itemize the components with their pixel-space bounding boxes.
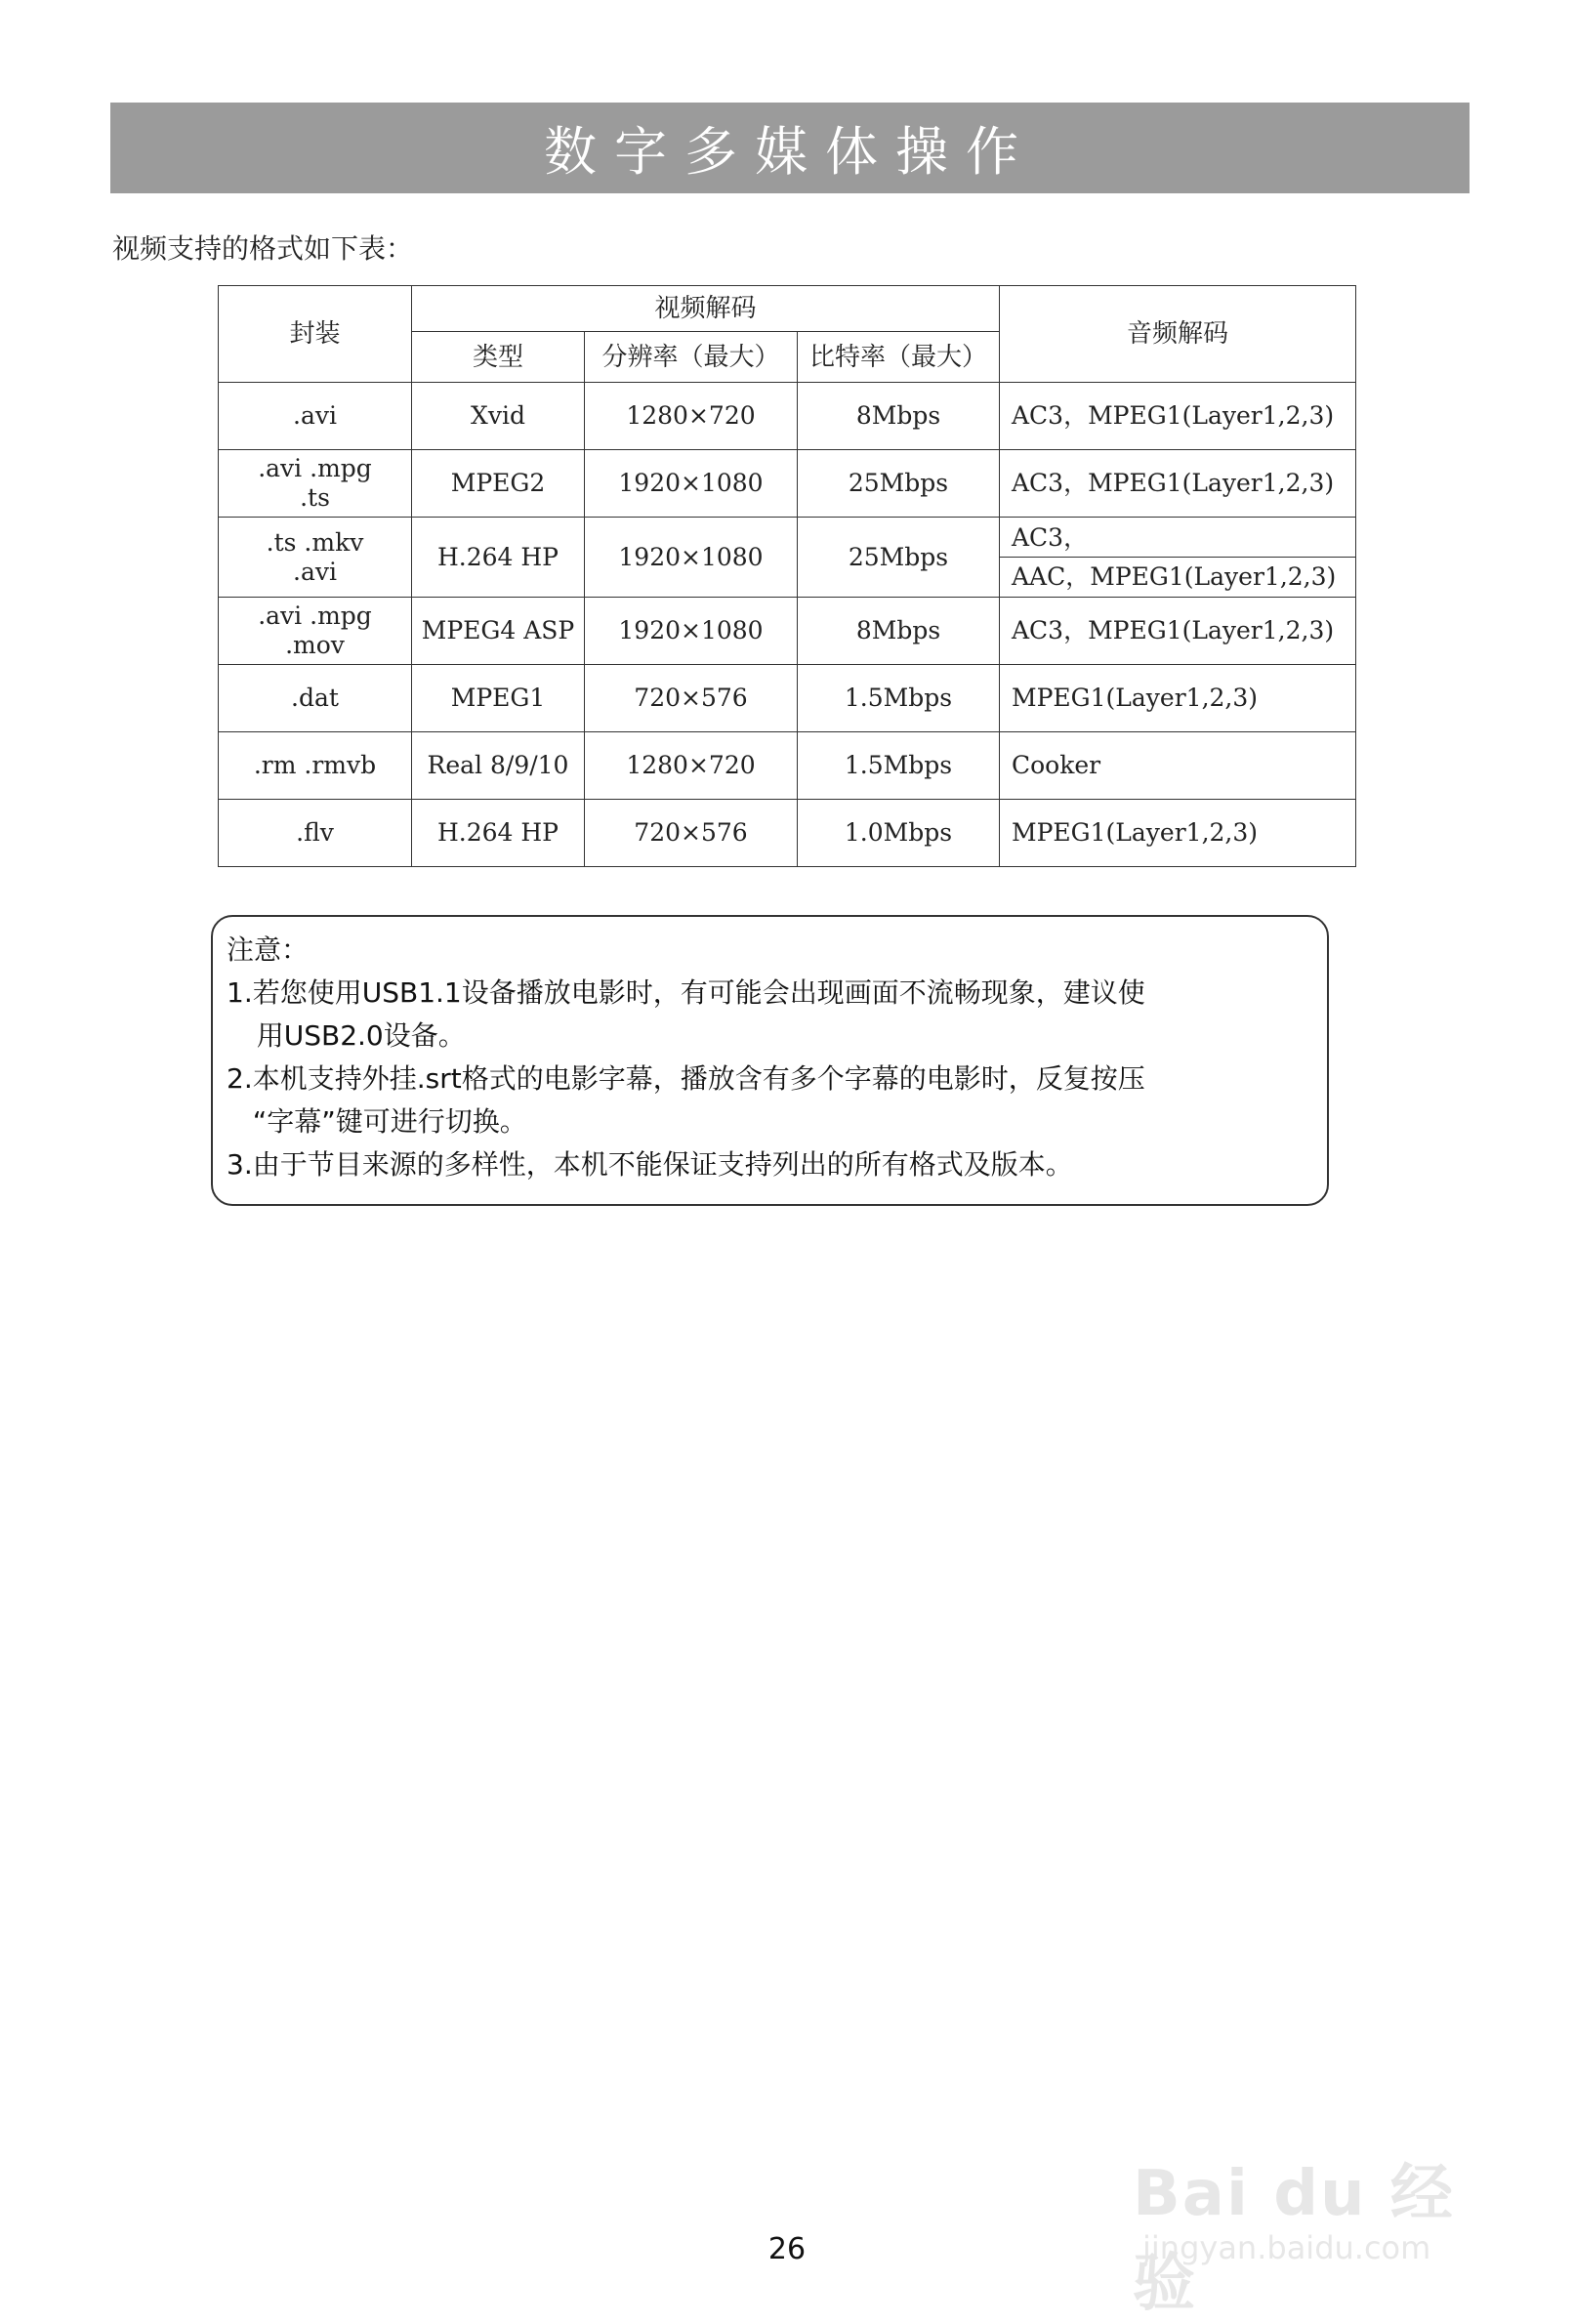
cell-resolution: 1920×1080 xyxy=(585,598,798,665)
intro-text: 视频支持的格式如下表： xyxy=(112,232,414,265)
note-text xyxy=(253,1058,1313,1143)
audio-line: AC3， xyxy=(1000,518,1355,558)
note-item xyxy=(227,972,1313,1058)
section-title-bar xyxy=(110,103,1470,193)
audio-line: AAC，MPEG1(Layer1,2,3) xyxy=(1012,562,1337,591)
container-line: .ts xyxy=(300,483,330,512)
cell-type: MPEG1 xyxy=(412,665,585,732)
header-container: 封装 xyxy=(219,286,412,383)
page-number: 26 xyxy=(767,2232,807,2266)
notes-list xyxy=(227,972,1313,1186)
header-type: 类型 xyxy=(412,332,585,383)
baidu-watermark xyxy=(1133,2104,1504,2320)
cell-type: MPEG2 xyxy=(412,450,585,518)
container-line: .ts .mkv xyxy=(266,527,364,557)
cell-audio: AC3，MPEG1(Layer1,2,3) xyxy=(1000,383,1356,450)
cell-audio: AC3，MPEG1(Layer1,2,3) xyxy=(1000,450,1356,518)
table-row xyxy=(219,800,1356,867)
cell-container xyxy=(219,732,412,800)
note-item xyxy=(227,1058,1313,1143)
cell-type: Real 8/9/10 xyxy=(412,732,585,800)
container-line: .flv xyxy=(296,818,334,847)
container-line: .dat xyxy=(291,684,339,712)
cell-audio xyxy=(1000,518,1356,598)
header-audio-decode: 音频解码 xyxy=(1000,286,1356,383)
cell-resolution: 1920×1080 xyxy=(585,518,798,598)
section-title: 数字多媒体操作 xyxy=(544,121,1036,183)
cell-bitrate: 25Mbps xyxy=(798,518,1000,598)
cell-container xyxy=(219,518,412,598)
container-line: .avi xyxy=(293,557,337,586)
note-line: 本机支持外挂.srt格式的电影字幕，播放含有多个字幕的电影时，反复按压 xyxy=(252,1062,1145,1095)
header-video-decode: 视频解码 xyxy=(412,286,1000,332)
table-row xyxy=(219,450,1356,518)
cell-bitrate: 8Mbps xyxy=(798,383,1000,450)
header-resolution: 分辨率（最大） xyxy=(585,332,798,383)
table-row xyxy=(219,665,1356,732)
note-line: “字幕”键可进行切换。 xyxy=(252,1105,527,1138)
cell-container xyxy=(219,383,412,450)
note-text xyxy=(253,1143,1313,1186)
header-bitrate: 比特率（最大） xyxy=(798,332,1000,383)
table-row xyxy=(219,383,1356,450)
cell-type: Xvid xyxy=(412,383,585,450)
table-body xyxy=(219,383,1356,867)
note-line: 若您使用USB1.1设备播放电影时，有可能会出现画面不流畅现象，建议使 xyxy=(252,976,1145,1009)
cell-container xyxy=(219,800,412,867)
cell-bitrate: 1.5Mbps xyxy=(798,665,1000,732)
container-line: .avi xyxy=(293,401,337,430)
cell-bitrate: 8Mbps xyxy=(798,598,1000,665)
notes-box xyxy=(211,915,1329,1206)
cell-type: H.264 HP xyxy=(412,800,585,867)
note-number: 1. xyxy=(227,976,253,1009)
container-line: .avi .mpg xyxy=(258,602,372,630)
note-line: 由于节目来源的多样性，本机不能保证支持列出的所有格式及版本。 xyxy=(252,1148,1073,1181)
watermark-url: jingyan.baidu.com xyxy=(1142,2229,1431,2266)
note-number: 2. xyxy=(227,1062,253,1095)
cell-type: H.264 HP xyxy=(412,518,585,598)
table-row xyxy=(219,518,1356,598)
note-item xyxy=(227,1143,1313,1186)
note-text xyxy=(253,972,1313,1058)
cell-resolution: 720×576 xyxy=(585,800,798,867)
notes-heading: 注意： xyxy=(227,934,310,966)
watermark-logo: Bai du 经验 xyxy=(1133,2158,1455,2320)
cell-bitrate: 1.0Mbps xyxy=(798,800,1000,867)
container-line: .mov xyxy=(285,631,345,659)
video-format-table xyxy=(218,285,1356,867)
cell-container xyxy=(219,598,412,665)
note-number: 3. xyxy=(227,1148,253,1181)
container-line: .rm .rmvb xyxy=(253,751,377,779)
cell-bitrate: 1.5Mbps xyxy=(798,732,1000,800)
cell-type: MPEG4 ASP xyxy=(412,598,585,665)
cell-audio: AC3，MPEG1(Layer1,2,3) xyxy=(1000,598,1356,665)
cell-audio: Cooker xyxy=(1000,732,1356,800)
note-line: 用USB2.0设备。 xyxy=(256,1019,466,1052)
cell-container xyxy=(219,665,412,732)
cell-resolution: 720×576 xyxy=(585,665,798,732)
cell-resolution: 1920×1080 xyxy=(585,450,798,518)
cell-audio: MPEG1(Layer1,2,3) xyxy=(1000,665,1356,732)
cell-resolution: 1280×720 xyxy=(585,383,798,450)
table-row xyxy=(219,598,1356,665)
cell-audio: MPEG1(Layer1,2,3) xyxy=(1000,800,1356,867)
cell-resolution: 1280×720 xyxy=(585,732,798,800)
cell-bitrate: 25Mbps xyxy=(798,450,1000,518)
table-row xyxy=(219,732,1356,800)
container-line: .avi .mpg xyxy=(258,454,372,482)
cell-container xyxy=(219,450,412,518)
